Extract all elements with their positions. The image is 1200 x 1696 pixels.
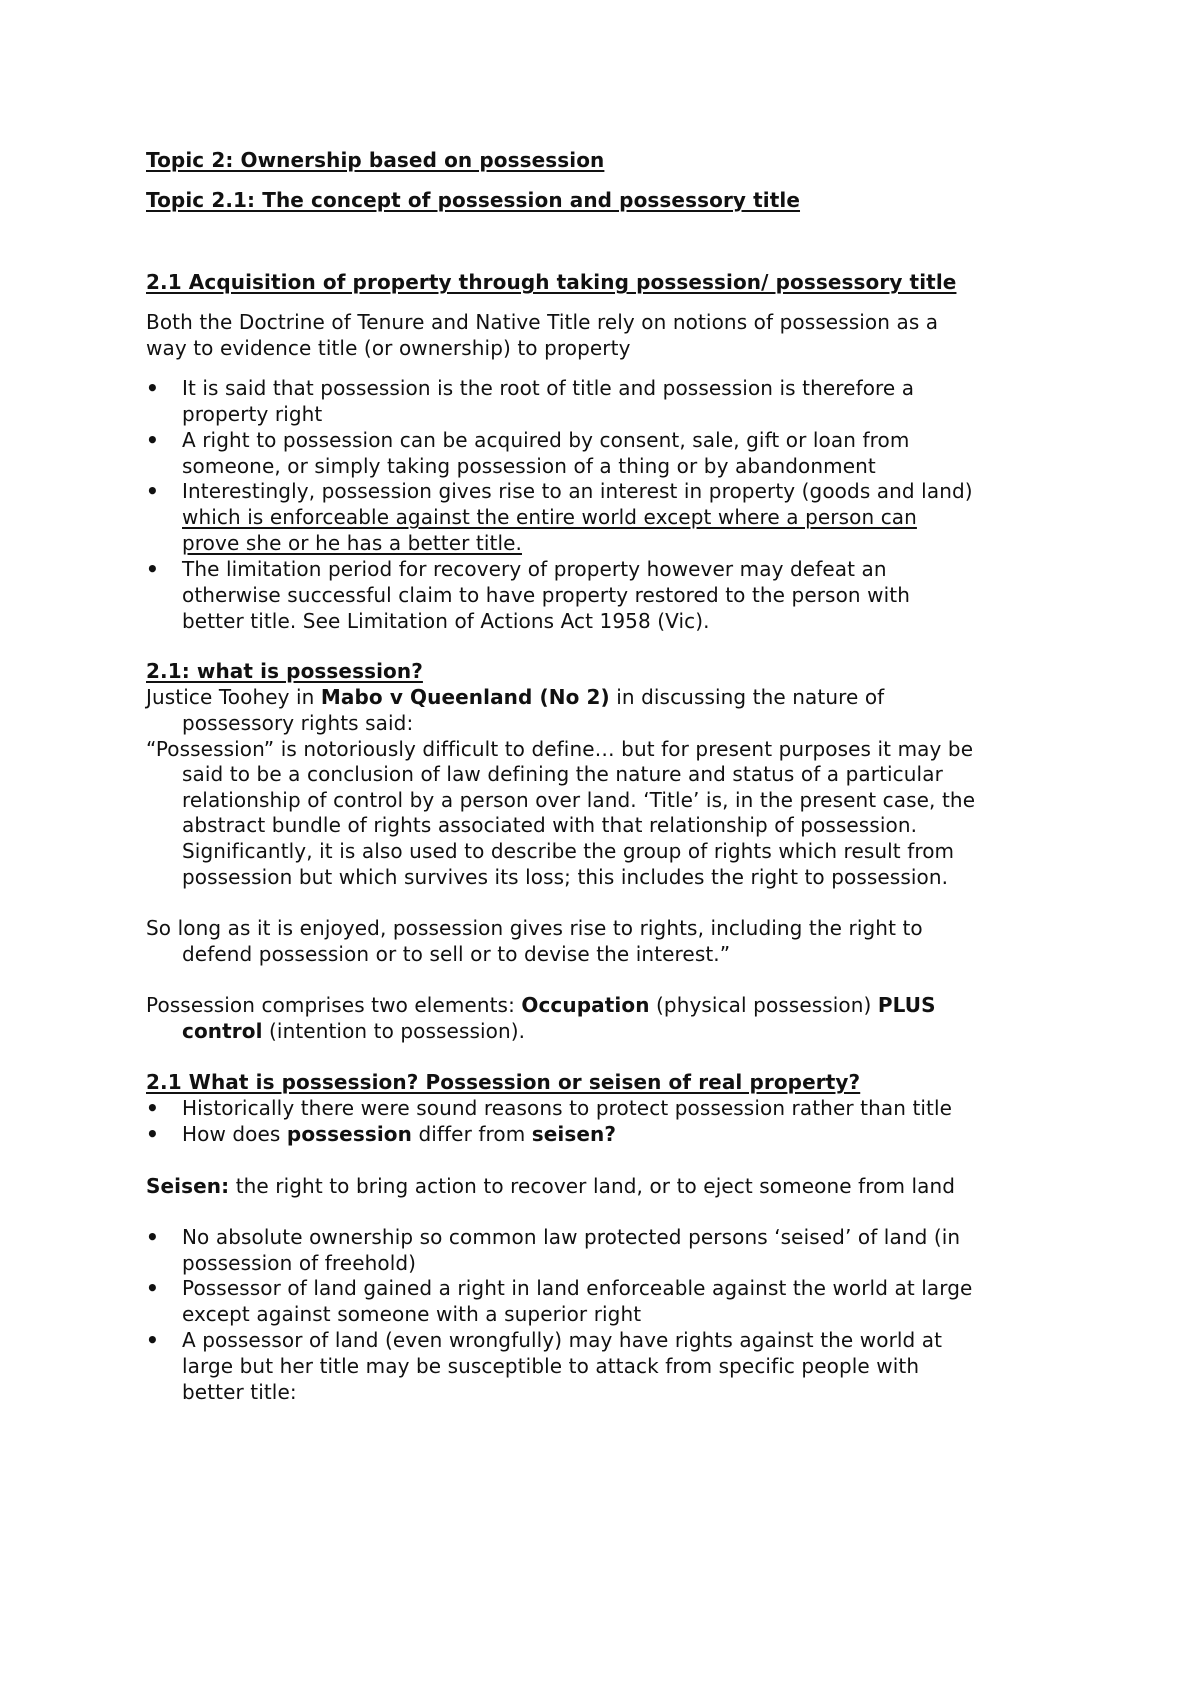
section3-heading: 2.1 What is possession? Possession or seisen of real property?: [146, 1070, 861, 1094]
bullet-icon: •: [146, 376, 159, 400]
so-long-line1: So long as it is enjoyed, possession gives rise to rights, including the right to: [146, 916, 923, 940]
section1-heading: 2.1 Acquisition of property through taking possession/ possessory title: [146, 270, 957, 294]
quote-line: relationship of control by a person over land. ‘Title’ is, in the present case, the: [182, 788, 976, 812]
topic-title: Topic 2: Ownership based on possession: [146, 148, 605, 172]
bullet-icon: •: [146, 1225, 159, 1249]
bullet-icon: •: [146, 1328, 159, 1352]
so-long-line2: defend possession or to sell or to devise the interest.”: [182, 942, 731, 966]
bullet-icon: •: [146, 479, 159, 503]
quote-line: “Possession” is notoriously difficult to define… but for present purposes it may be: [146, 737, 974, 761]
bullet-icon: •: [146, 1276, 159, 1300]
bullet-icon: •: [146, 1122, 159, 1146]
quote-line: said to be a conclusion of law defining the nature and status of a particular: [182, 762, 943, 786]
topic-subtitle: Topic 2.1: The concept of possession and possessory title: [146, 188, 801, 212]
bullet-icon: •: [146, 1096, 159, 1120]
quote-line: Significantly, it is also used to describe the group of rights which result from: [182, 839, 955, 863]
seisen-definition: Seisen: the right to bring action to recover land, or to eject someone from land: [146, 1174, 956, 1198]
quote-line: possession but which survives its loss; this includes the right to possession.: [182, 865, 949, 889]
document-page: Topic 2: Ownership based on possession Topic 2.1: The concept of possession and possessory title 2.1 Acquisition of property through taking possession/ possessory title Both the Doctrine of Tenure and Native Title rely on notions of possession as a way to evidence title (or ownership) to property • It is said that possession is the root of title and possession is therefore a property right • A right to possession can be acquired by consent, sale, gift or loan from someone, or simply taking possession of a thing or by abandonment • Interestingly, possession gives rise to an interest in property (goods and land) which is enforceable against the entire world except where a person can prove she or he has a better title. • The limitation period for recovery of property however may defeat an otherwise successful claim to have property restored to the person with better title. See Limitation of Actions Act 1958 (Vic). 2.1: what is possession? Justice Toohey in Mabo v Queenland (No 2) in discussing the nature of possessory rights said: “Possession” is notoriously difficult to define… but for present purposes it may be said to be a conclusion of law defining the nature and status of a particular relationship of control by a person over land. ‘Title’ is, in the present case, the abstract bundle of rights associated with that relationship of possession. Significantly, it is also used to describe the group of rights which result from possession but which survives its loss; this includes the right to possession. So long as it is enjoyed, possession gives rise to rights, including the right to defend possession or to sell or to devise the interest.” Possession comprises two elements: Occupation (physical possession) PLUS control (intention to possession). 2.1 What is possession? Possession or seisen of real property? • Historically there were sound reasons to protect possession rather than title • How does possession differ from seisen? Seisen: the right to bring action to recover land, or to eject someone from land • No absolute ownership so common law protected persons ‘seised’ of land (in possession of freehold) • Possessor of land gained a right in land enforceable against the world at large except against someone with a superior right • A possessor of land (even wrongfully) may have rights against the world at large but her title may be susceptible to attack from specific people with better title:: [0, 0, 1200, 1696]
elements-line1: Possession comprises two elements: Occupation (physical possession) PLUS: [146, 993, 936, 1017]
bullet-icon: •: [146, 557, 159, 581]
section1-intro-line1: Both the Doctrine of Tenure and Native Title rely on notions of possession as a: [146, 310, 939, 334]
quote-line: abstract bundle of rights associated with that relationship of possession.: [182, 813, 918, 837]
case-name: Mabo v Queenland (No 2): [320, 685, 610, 709]
section1-intro-line2: way to evidence title (or ownership) to property: [146, 336, 631, 360]
bullet-icon: •: [146, 428, 159, 452]
section2-heading: 2.1: what is possession?: [146, 659, 423, 683]
section2-intro-line2: possessory rights said:: [182, 711, 414, 735]
elements-line2: control (intention to possession).: [182, 1019, 526, 1043]
section2-intro: Justice Toohey in Mabo v Queenland (No 2) in discussing the nature of: [146, 685, 885, 709]
